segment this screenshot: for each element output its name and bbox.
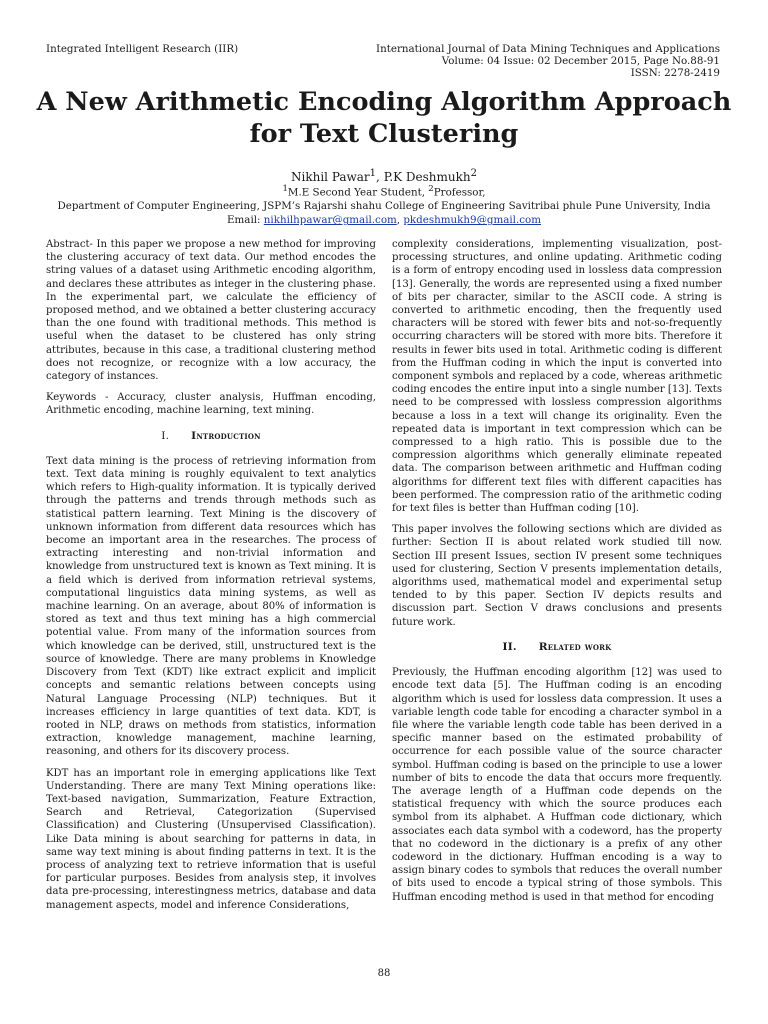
- author-separator: ,: [376, 170, 384, 184]
- right-column: [392, 238, 722, 912]
- author-superscript: 2: [470, 168, 478, 179]
- email-link-2[interactable]: pkdeshmukh9@gmail.com: [403, 214, 541, 227]
- department-line: Department of Computer Engineering, JSPM’s Rajarshi shahu College of Engineering Savitribai phule Pune University, India: [57, 200, 711, 213]
- email-link-1[interactable]: nikhilhpawar@gmail.com: [263, 214, 397, 227]
- title-line-2: for Text Clustering: [249, 119, 519, 149]
- email-separator: ,: [396, 214, 404, 227]
- author-roles: [0, 182, 768, 199]
- abstract-paragraph: Abstract- In this paper we propose a new method for improving the clustering accuracy of text data. Our method encodes the string values of a dataset using Arithmetic encoding algorithm, and declares these attributes as integer in the clustering phase. In the experimental part, we calculate the efficiency of proposed method, and we obtained a better clustering accuracy than the one found with traditional methods. This method is useful when the dataset to be clustered has only string attributes, because in this case, a traditional clustering method does not recognize, or recognize with a low accuracy, the category of instances.: [46, 239, 376, 383]
- section-title: Introduction: [191, 429, 261, 442]
- role-text: Professor,: [433, 186, 486, 199]
- author-name: P.K Deshmukh: [383, 170, 471, 184]
- body-paragraph: Text data mining is the process of retrieving information from text. Text data mining is roughly equivalent to text analytics which refers to High-quality information. It is typically derived through the patterns and trends through methods such as statistical pattern learning. Text Mining is the discovery of unknown information from different data resources which has become an important area in the researches. The process of extracting interesting and non-trivial information and knowledge from unstructured text is known as Text mining. It is a field which is derived from information retrieval systems, computational linguistics data mining systems, as well as machine learning. On an average, about 80% of information is stored as text and thus text mining has a high commercial potential value. From many of the information sources from which knowledge can be derived, still, unstructured text is the source of knowledge. There are many problems in Knowledge Discovery from Text (KDT) like extract explicit and implicit concepts and semantic relations between concepts using Natural Language Processing (NLP) techniques. But it increases efficiency in large quantities of text data. KDT, is rooted in NLP, draws on methods from statistics, information extraction, knowledge management, machine learning, reasoning, and others for its discovery process.: [46, 455, 376, 758]
- body-paragraph: KDT has an important role in emerging applications like Text Understanding. There are many Text Mining operations like: Text-based navigation, Summarization, Feature Extraction, Search and Retrieval, Categorization (Supervised Classification) and Clustering (Unsupervised Classification). Like Data mining is about searching for patterns in data, in same way text mining is about finding patterns in text. It is the process of analyzing text to retrieve information that is useful for particular purposes. Besides from analysis step, it involves data pre-processing, interestingness metrics, database and data management aspects, model and inference Considerations,: [46, 767, 376, 911]
- volume-issue: Volume: 04 Issue: 02 December 2015, Page No.88-91: [441, 55, 720, 67]
- email-line: [0, 213, 768, 227]
- body-paragraph: This paper involves the following sections which are divided as further: Section II is about related work studied till now. Section III present Issues, section IV present some techniques used for clustering, Section V presents implementation details, algorithms used, mathematical model and experimental setup tended to by this paper. Section IV depicts results and discussion part. Section V draws conclusions and presents future work.: [392, 524, 722, 628]
- title-line-1: A New Arithmetic Encoding Algorithm Approach: [36, 87, 732, 117]
- section-heading-introduction: [46, 430, 376, 443]
- role-text: M.E Second Year Student,: [287, 186, 429, 199]
- email-label: Email:: [227, 214, 264, 227]
- section-title: Related work: [538, 640, 612, 653]
- affiliation-block: [0, 182, 768, 227]
- author-name: Nikhil Pawar: [290, 170, 370, 184]
- page-number: 88: [377, 968, 391, 979]
- role-superscript: 1: [282, 184, 288, 194]
- author-superscript: 1: [369, 168, 377, 179]
- body-paragraph: complexity considerations, implementing visualization, post-processing structures, and online updating. Arithmetic coding is a form of entropy encoding used in lossless data compression [13]. Generally, the words are represented using a fixed number of bits per character, similar to the ASCII code. A string is converted to arithmetic encoding, then the frequently used characters will be stored with fewer bits and not-so-frequently occurring characters will be stored with more bits. Therefore it results in fewer bits used in total. Arithmetic coding is different from the Huffman coding in which the input is converted into component symbols and replaced by a code, whereas arithmetic coding encodes the entire input into a single number [13]. Texts need to be compressed with lossless compression algorithms because a loss in a text will change its originality. Even the repeated data is important in text compression which can be compressed to a high ratio. This is possible due to the compression algorithms which generally eliminate repeated data. The comparison between arithmetic and Huffman coding algorithms for different text files with different capacities has been performed. The compression ratio of the arithmetic coding for text files is better than Huffman coding [10].: [392, 239, 722, 515]
- section-number: I.: [161, 429, 170, 442]
- running-header-left: Integrated Intelligent Research (IIR): [46, 43, 239, 55]
- section-heading-related-work: [392, 641, 722, 654]
- left-column: [46, 238, 376, 920]
- section-number: II.: [502, 640, 517, 653]
- body-paragraph: Previously, the Huffman encoding algorithm [12] was used to encode text data [5]. The Huffman coding is an encoding algorithm which is used for lossless data compression. It uses a variable length code table for encoding a character symbol in a file where the variable length code table has been derived in a specific manner based on the estimated probability of occurrence for each possible value of the source character symbol. Huffman coding is based on the principle to use a lower number of bits to encode the data that occurs more frequently. The average length of a Huffman code depends on the statistical frequency with which the source produces each symbol from its alphabet. A Huffman code dictionary, which associates each data symbol with a codeword, has the property that no codeword in the dictionary is a prefix of any other codeword in the dictionary. Huffman encoding is a way to assign binary codes to symbols that reduces the overall number of bits used to encode a typical string of those symbols. This Huffman encoding method is used in that method for encoding: [392, 667, 722, 903]
- keywords-paragraph: Keywords - Accuracy, cluster analysis, Huffman encoding, Arithmetic encoding, machine learning, text mining.: [46, 392, 376, 417]
- issn: ISSN: 2278-2419: [630, 67, 720, 79]
- journal-name: International Journal of Data Mining Techniques and Applications: [376, 43, 720, 55]
- running-header-right: [376, 43, 720, 79]
- paper-title: [0, 86, 768, 150]
- role-superscript: 2: [428, 184, 434, 194]
